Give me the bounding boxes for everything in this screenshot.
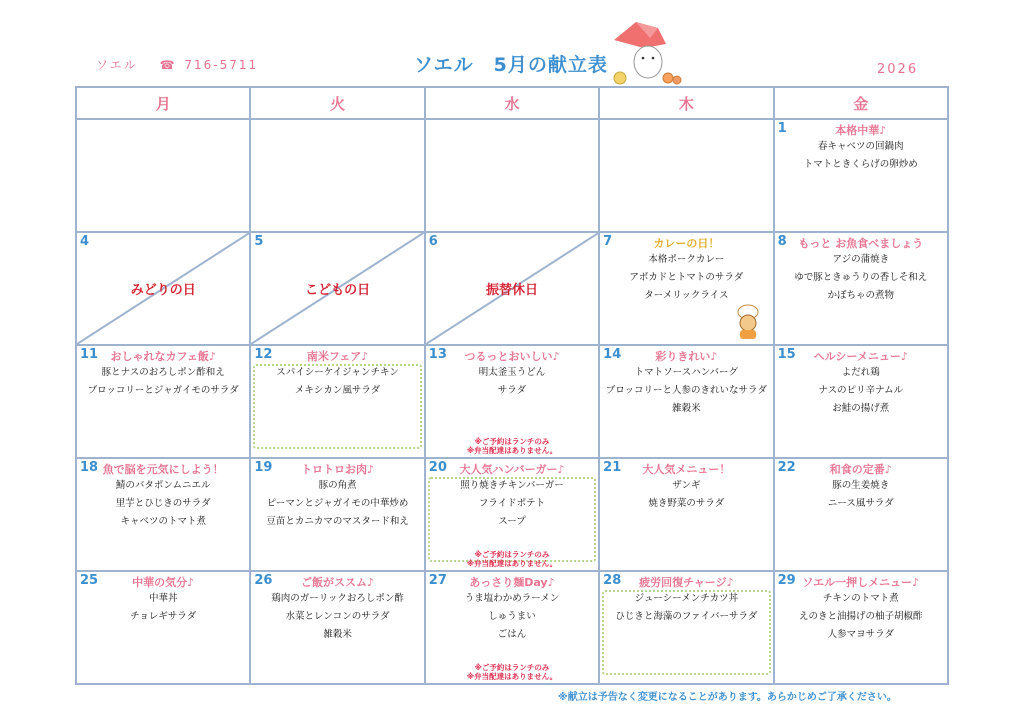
day-number: 6 — [428, 234, 438, 249]
empty-day-cell — [425, 119, 599, 232]
day-theme: 疲労回復チャージ♪ — [639, 576, 734, 589]
day-number: 14 — [603, 347, 622, 362]
day-theme: 本格中華♪ — [835, 124, 887, 137]
footer-note: ※献立は予告なく変更になることがあります。あらかじめご了承ください。 — [558, 692, 897, 703]
day-number: 12 — [254, 347, 273, 362]
weekday-wed: 水 — [425, 87, 599, 119]
day-theme: ご飯がススム♪ — [301, 576, 375, 589]
day-cell — [250, 345, 424, 458]
day-theme: 大人気ハンバーガー♪ — [459, 463, 565, 476]
day-number: 29 — [777, 573, 796, 588]
menu-item: 鶏肉のガーリックおろしポン酢 — [271, 593, 404, 604]
menu-item: 豚の角煮 — [318, 480, 357, 491]
day-number: 5 — [254, 234, 264, 249]
menu-item: スパイシーケイジャンチキン — [276, 367, 399, 378]
weekday-header-row — [76, 87, 948, 119]
week-row — [76, 232, 948, 345]
menu-item: ザンギ — [672, 480, 701, 491]
decorative-frame — [602, 590, 770, 675]
reservation-note — [426, 437, 598, 455]
menu-item: アボカドとトマトのサラダ — [629, 272, 744, 283]
menu-item: かぼちゃの煮物 — [827, 290, 895, 301]
day-cell — [250, 571, 424, 684]
phone-number: 716-5711 — [184, 58, 259, 72]
week-row — [76, 458, 948, 571]
day-theme: あっさり麺Day♪ — [469, 576, 555, 589]
menu-item: 本格ポークカレー — [648, 254, 725, 265]
day-number: 20 — [428, 460, 447, 475]
holiday-label: みどりの日 — [130, 283, 196, 298]
note-line: ※弁当配達はありません。 — [466, 446, 558, 455]
menu-item: キャベツのトマト煮 — [120, 516, 206, 527]
menu-item: ターメリックライス — [644, 290, 729, 301]
holiday-label: 振替休日 — [485, 283, 538, 298]
menu-item: ニース風サラダ — [827, 498, 894, 509]
empty-day-cell — [250, 119, 424, 232]
menu-item: チキンのトマト煮 — [822, 593, 899, 604]
week-row — [76, 119, 948, 232]
curry-chef-icon — [731, 304, 765, 340]
day-number: 7 — [603, 234, 613, 249]
day-theme: 和食の定番♪ — [829, 463, 892, 476]
menu-item: トマトときくらげの卵炒め — [803, 159, 918, 170]
menu-item: チョレギサラダ — [130, 611, 197, 622]
day-cell — [599, 345, 773, 458]
menu-item: 雑穀米 — [323, 629, 352, 640]
day-theme: ソエル一押しメニュー♪ — [802, 576, 920, 589]
empty-day-cell — [76, 119, 250, 232]
day-theme: 大人気メニュー！ — [642, 463, 731, 476]
day-theme: おしゃれなカフェ飯♪ — [110, 350, 216, 363]
day-cell — [425, 345, 599, 458]
day-cell — [599, 232, 773, 345]
holiday-cell — [250, 232, 424, 345]
menu-item: 焼き野菜のサラダ — [648, 498, 725, 509]
menu-item: トマトソースハンバーグ — [634, 367, 739, 378]
holiday-cell — [76, 232, 250, 345]
store-name: ソエル — [96, 58, 138, 72]
note-line: ※弁当配達はありません。 — [466, 559, 558, 568]
menu-calendar — [75, 86, 949, 685]
day-number: 11 — [80, 347, 99, 362]
menu-item: 豚の生姜焼き — [832, 480, 890, 491]
phone-icon: ☎ — [159, 58, 177, 72]
menu-item: スープ — [498, 516, 526, 527]
menu-item: えのきと油揚げの柚子胡椒酢 — [799, 611, 923, 622]
day-theme: 中華の気分♪ — [132, 576, 195, 589]
day-theme: トロトロお肉♪ — [301, 463, 375, 476]
mascot-illustration-icon — [606, 18, 686, 88]
menu-item: フライドポテト — [478, 498, 546, 509]
day-cell — [76, 345, 250, 458]
day-cell — [774, 119, 948, 232]
day-number: 18 — [80, 460, 99, 475]
menu-item: 豆苗とカニカマのマスタード和え — [266, 516, 409, 527]
year-label: 2026 — [877, 62, 919, 77]
day-number: 15 — [777, 347, 796, 362]
menu-item: 里芋とひじきのサラダ — [115, 498, 211, 509]
day-cell — [774, 458, 948, 571]
page-title: ソエル 5月の献立表 — [414, 54, 608, 76]
day-cell — [76, 571, 250, 684]
weekday-mon: 月 — [76, 87, 250, 119]
day-number: 13 — [428, 347, 447, 362]
day-cell — [599, 571, 773, 684]
menu-item: ピーマンとジャガイモの中華炒め — [266, 498, 409, 509]
day-theme: もっと お魚食べましょう — [798, 237, 924, 250]
day-number: 1 — [777, 121, 787, 136]
day-theme: 魚で脳を元気にしよう！ — [102, 463, 224, 476]
menu-item: ジューシーメンチカツ丼 — [634, 593, 739, 604]
menu-item: 雑穀米 — [672, 403, 701, 414]
day-number: 21 — [603, 460, 622, 475]
menu-item: よだれ鶏 — [841, 367, 880, 378]
day-theme: カレーの日！ — [653, 237, 720, 250]
menu-item: うま塩わかめラーメン — [464, 593, 560, 604]
store-contact — [96, 56, 258, 73]
day-theme: つるっとおいしい♪ — [464, 350, 560, 363]
day-cell — [599, 458, 773, 571]
menu-item: 水菜とレンコンのサラダ — [285, 611, 390, 622]
menu-item: お鮭の揚げ煮 — [832, 403, 890, 414]
day-cell — [76, 458, 250, 571]
menu-item: ひじきと海藻のファイバーサラダ — [615, 611, 758, 622]
menu-item: 中華丼 — [148, 593, 178, 604]
week-row — [76, 345, 948, 458]
menu-item: 人参マヨサラダ — [827, 629, 894, 640]
menu-item: アジの蒲焼き — [832, 254, 890, 265]
note-line: ※ご予約はランチのみ — [474, 663, 550, 672]
weekday-fri: 金 — [774, 87, 948, 119]
day-number: 22 — [777, 460, 796, 475]
menu-item: しゅうまい — [488, 611, 536, 622]
day-theme: 彩りきれい♪ — [655, 350, 718, 363]
weekday-tue: 火 — [250, 87, 424, 119]
menu-item: ブロッコリーと人参のきれいなサラダ — [605, 385, 767, 396]
day-number: 28 — [603, 573, 622, 588]
day-number: 19 — [254, 460, 273, 475]
day-number: 26 — [254, 573, 273, 588]
reservation-note — [426, 550, 598, 568]
note-line: ※ご予約はランチのみ — [474, 550, 550, 559]
day-cell — [774, 345, 948, 458]
decorative-frame — [253, 364, 421, 449]
day-theme: 南米フェア♪ — [306, 350, 369, 363]
menu-item: メキシカン風サラダ — [294, 385, 381, 396]
menu-item: 明太釜玉うどん — [478, 367, 546, 378]
menu-item: 豚とナスのおろしポン酢和え — [101, 367, 225, 378]
day-number: 27 — [428, 573, 447, 588]
day-number: 4 — [80, 234, 90, 249]
day-cell — [425, 458, 599, 571]
day-number: 8 — [777, 234, 787, 249]
week-row — [76, 571, 948, 684]
weekday-thu: 木 — [599, 87, 773, 119]
menu-item: ゆで豚ときゅうりの香しそ和え — [794, 272, 928, 283]
reservation-note — [426, 663, 598, 681]
menu-item: サラダ — [497, 385, 527, 396]
holiday-label: こどもの日 — [305, 283, 371, 298]
menu-item: ごはん — [497, 629, 527, 640]
menu-item: 照り焼きチキンバーガー — [460, 480, 564, 491]
day-cell — [250, 458, 424, 571]
menu-item: 鯖のバタポンムニエル — [115, 480, 211, 491]
day-cell — [774, 232, 948, 345]
menu-item: 春キャベツの回鍋肉 — [818, 141, 904, 152]
menu-item: ブロッコリーとジャガイモのサラダ — [87, 385, 239, 396]
day-cell — [774, 571, 948, 684]
day-number: 25 — [80, 573, 99, 588]
note-line: ※ご予約はランチのみ — [474, 437, 550, 446]
day-cell — [425, 571, 599, 684]
day-theme: ヘルシーメニュー♪ — [813, 350, 908, 363]
holiday-cell — [425, 232, 599, 345]
menu-item: ナスのピリ辛ナムル — [818, 385, 904, 396]
empty-day-cell — [599, 119, 773, 232]
note-line: ※弁当配達はありません。 — [466, 672, 558, 681]
